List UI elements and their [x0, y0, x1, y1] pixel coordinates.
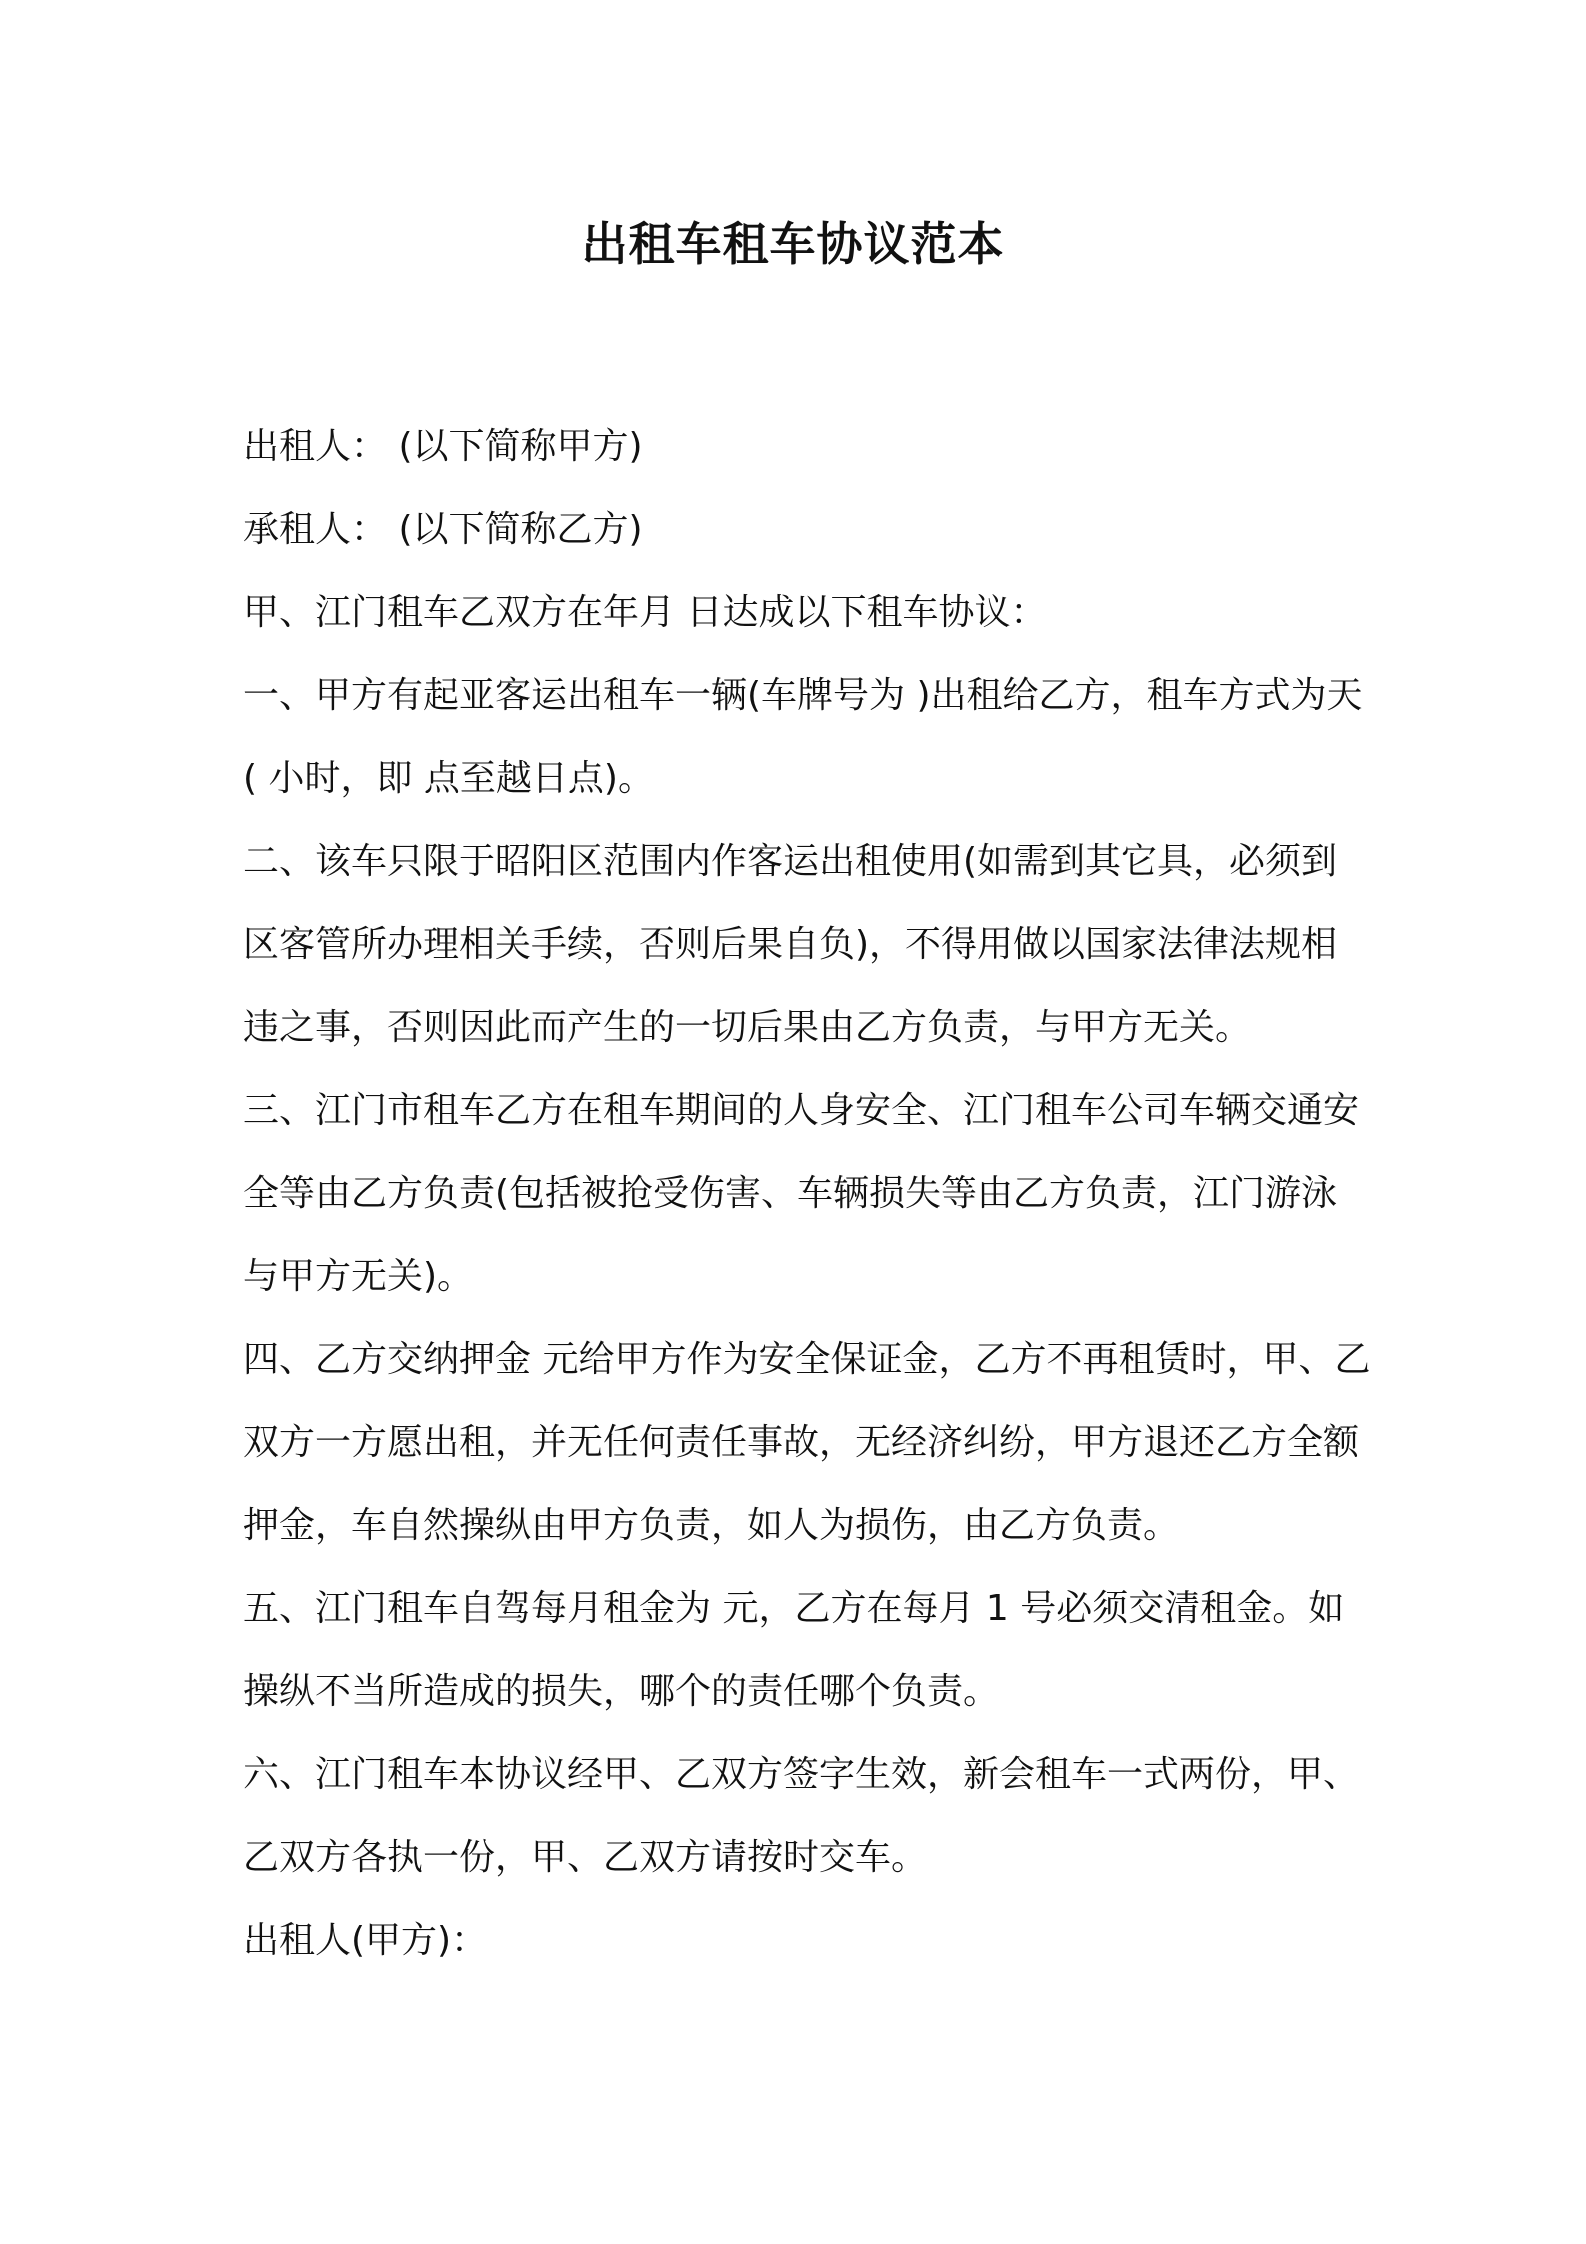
signature-line: 出租人(甲方)： — [243, 1920, 488, 1961]
agreement-intro: 甲、江门租车乙双方在年月 日达成以下租车协议： — [243, 592, 1047, 633]
document-title: 出租车租车协议范本 — [581, 217, 1005, 271]
lessee-line: 承租人： (以下简称乙方) — [243, 509, 643, 550]
clause-1: 一、甲方有起亚客运出租车一辆(车牌号为 )出租给乙方，租车方式为天( 小时，即 点至越日点)。 — [243, 675, 1363, 799]
clause-4: 四、乙方交纳押金 元给甲方作为安全保证金，乙方不再租赁时，甲、乙双方一方愿出租，并无任何责任事故，无经济纠纷，甲方退还乙方全额押金，车自然操纵由甲方负责，如人为损伤，由乙方负责。 — [243, 1339, 1371, 1546]
document-body — [243, 405, 1373, 1982]
clause-6: 六、江门租车本协议经甲、乙双方签字生效，新会租车一式两份，甲、乙双方各执一份，甲、乙双方请按时交车。 — [243, 1754, 1360, 1878]
clause-5: 五、江门租车自驾每月租金为 元，乙方在每月 1 号必须交清租金。如操纵不当所造成的损失，哪个的责任哪个负责。 — [243, 1588, 1345, 1712]
clause-2: 二、该车只限于昭阳区范围内作客运出租使用(如需到其它具，必须到区客管所办理相关手续，否则后果自负)，不得用做以国家法律法规相违之事，否则因此而产生的一切后果由乙方负责，与甲方无关。 — [243, 841, 1338, 1048]
clause-3: 三、江门市租车乙方在租车期间的人身安全、江门租车公司车辆交通安全等由乙方负责(包括被抢受伤害、车辆损失等由乙方负责，江门游泳与甲方无关)。 — [243, 1090, 1360, 1297]
lessor-line: 出租人： (以下简称甲方) — [243, 426, 643, 467]
